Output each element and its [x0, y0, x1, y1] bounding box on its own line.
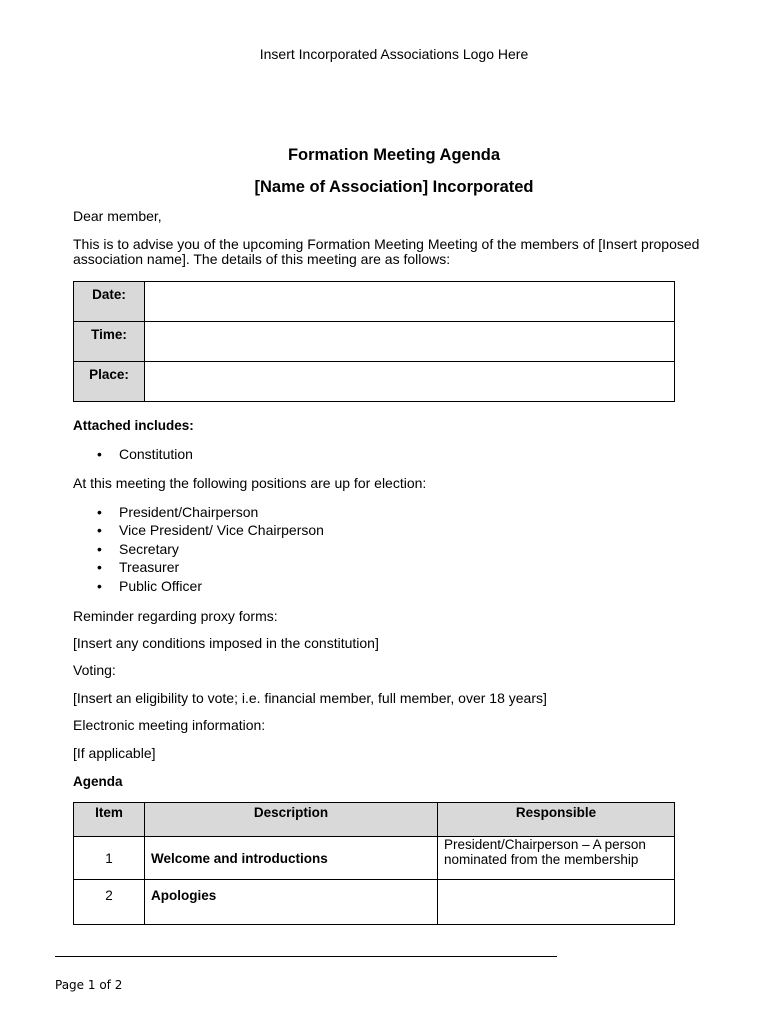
agenda-item-number: 2: [74, 880, 145, 925]
agenda-item-number: 1: [74, 837, 145, 880]
header-description: Description: [145, 803, 438, 837]
position-label: President/Chairperson: [119, 504, 259, 520]
list-item: [73, 521, 324, 539]
agenda-header-row: [74, 803, 675, 837]
logo-placeholder: Insert Incorporated Associations Logo Here: [259, 46, 529, 62]
place-label: Place:: [74, 362, 145, 402]
intro-line-2: association name]. The details of this meeting are as follows:: [73, 251, 451, 267]
details-row-place: [74, 362, 675, 402]
position-label: Vice President/ Vice Chairperson: [119, 522, 324, 539]
time-label: Time:: [74, 322, 145, 362]
list-item: [73, 558, 324, 576]
intro-line-1: This is to advise you of the upcoming Formation Meeting Meeting of the members of [Insert proposed: [73, 236, 700, 252]
position-label: Public Officer: [119, 577, 202, 594]
agenda-table: [73, 802, 675, 925]
attached-list: [73, 445, 193, 463]
agenda-item-description: Welcome and introductions: [145, 837, 438, 880]
positions-intro: At this meeting the following positions are up for election:: [73, 475, 427, 491]
voting-heading: Voting:: [73, 662, 116, 678]
electronic-heading: Electronic meeting information:: [73, 717, 266, 733]
list-item: [73, 540, 324, 558]
list-item: [73, 445, 193, 463]
date-value: [145, 282, 675, 322]
greeting: Dear member,: [73, 208, 162, 224]
position-label: Treasurer: [119, 559, 180, 576]
date-label: Date:: [74, 282, 145, 322]
document-title: Formation Meeting Agenda: [287, 146, 501, 164]
bullet-icon: •: [97, 559, 102, 576]
footer-divider: [55, 956, 557, 957]
list-item: [73, 503, 324, 521]
electronic-text: [If applicable]: [73, 745, 156, 761]
bullet-icon: •: [97, 504, 102, 520]
list-item: [73, 577, 324, 595]
place-value: [145, 362, 675, 402]
table-row: [74, 880, 675, 925]
proxy-text: [Insert any conditions imposed in the constitution]: [73, 635, 379, 651]
attached-item-label: Constitution: [119, 446, 193, 462]
proxy-heading: Reminder regarding proxy forms:: [73, 608, 278, 624]
details-row-time: [74, 322, 675, 362]
header-item: Item: [74, 803, 145, 837]
bullet-icon: •: [97, 522, 102, 539]
attached-heading: Attached includes:: [73, 418, 194, 433]
agenda-item-responsible: [438, 880, 675, 925]
agenda-item-description: Apologies: [145, 880, 438, 925]
header-responsible: Responsible: [438, 803, 675, 837]
position-label: Secretary: [119, 540, 179, 557]
table-row: [74, 837, 675, 880]
page-number: Page 1 of 2: [55, 978, 123, 992]
time-value: [145, 322, 675, 362]
bullet-icon: •: [97, 540, 102, 557]
voting-text: [Insert an eligibility to vote; i.e. financial member, full member, over 18 years]: [73, 690, 547, 706]
bullet-icon: •: [97, 446, 102, 462]
bullet-icon: •: [97, 577, 102, 594]
document-subtitle: [Name of Association] Incorporated: [254, 178, 534, 196]
details-row-date: [74, 282, 675, 322]
agenda-item-responsible: President/Chairperson – A person nominated from the membership: [438, 837, 675, 880]
meeting-details-table: [73, 281, 675, 402]
positions-list: [73, 503, 324, 595]
agenda-heading: Agenda: [73, 774, 123, 789]
